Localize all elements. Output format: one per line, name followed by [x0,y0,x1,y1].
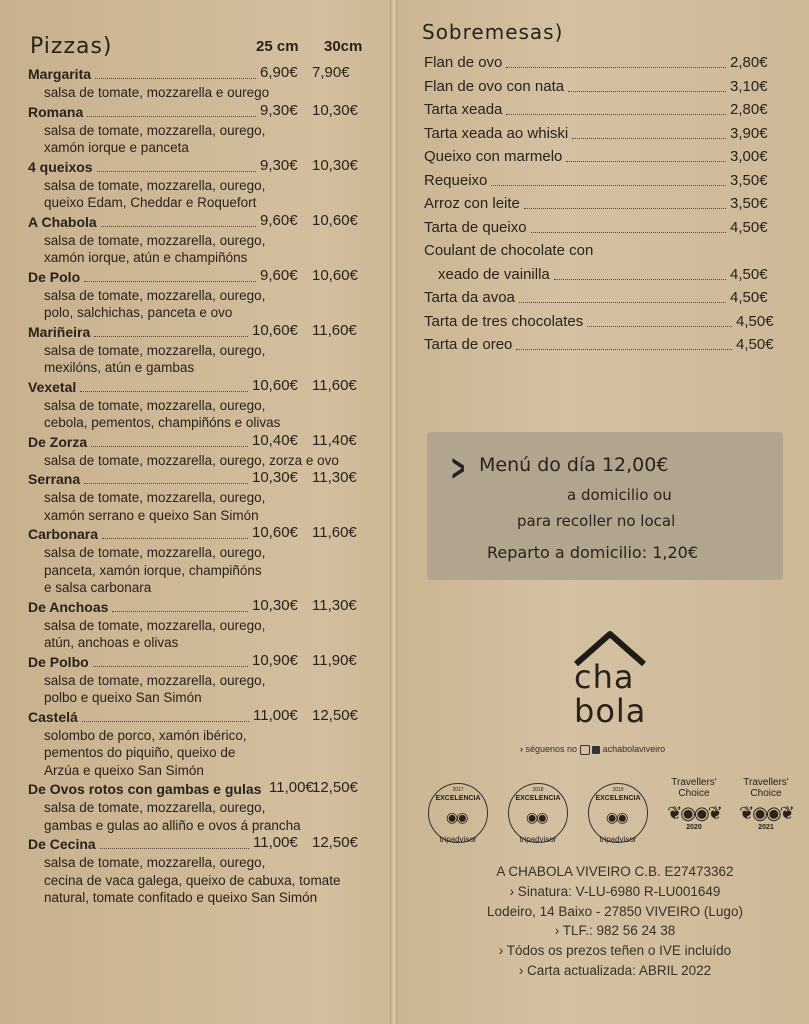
pizza-row [18,157,378,177]
chevron-right-icon: › [520,744,523,754]
badge-label: EXCELENCIA [515,795,561,802]
delivery-fee: Reparto a domicilio: 1,20€ [487,543,698,562]
dessert-name: Tarta de queixo [424,218,527,236]
ingredient-line: polo, salchichas, panceta e ovo [44,305,233,320]
leader-dots [506,67,726,68]
dessert-name: Tarta de tres chocolates [424,312,584,330]
ingredient-line: salsa de tomate, mozzarella, ourego, [44,122,266,138]
ingredient-line: natural, tomate confitado e queixo San Simón [44,890,318,905]
pizzas-header [18,30,378,64]
pizza-ingredients [18,727,378,780]
dessert-price: 4,50€ [730,218,768,236]
leader-dots [519,302,726,303]
price-25cm: 10,60€ [252,321,298,339]
laurel-owl-icon: ❦◉◉❦ [667,803,721,823]
dessert-name: xeado de vainilla [438,265,550,283]
badge-brand: tripadvisor [519,835,557,844]
pizza-name: 4 queixos [28,158,93,175]
travellers-choice-label: Travellers' Choice [671,777,717,799]
leader-dots [94,336,248,337]
dessert-name: Arroz con leite [424,195,520,212]
price-25cm: 10,60€ [252,524,298,541]
menu-of-day-box [427,432,783,580]
price-25cm: 10,30€ [252,469,298,486]
excellence-badge-2017 [428,783,490,849]
pizza-ingredients [18,177,378,212]
pizza-ingredients [18,232,378,267]
price-25cm: 9,30€ [260,156,298,174]
travellers-choice-label: Travellers' Choice [743,777,789,799]
dessert-name: Tarta da avoa [424,289,515,306]
dessert-row [418,54,788,78]
pizzas-title: Pizzas) [30,34,113,59]
pizza-name: De Polbo [28,653,89,670]
dessert-price: 4,50€ [730,289,768,306]
ingredient-line: xamón iorque, atún e champiñóns [44,250,248,265]
price-30cm: 10,60€ [312,266,358,284]
price-25cm: 6,90€ [260,64,298,81]
leader-dots [531,232,726,233]
menu-of-day-delivery: a domicilio ou [567,486,672,504]
pizza-ingredients [18,342,378,377]
pizza-ingredients [18,854,378,907]
menu-of-day-pickup: para recoller no local [517,512,676,530]
leader-dots [84,281,256,282]
badge-year: 2019 [612,787,624,793]
tripadvisor-owl-icon: ◉◉ [606,809,627,825]
pizza-row [18,469,378,489]
registration: › Sinatura: V-LU-6980 R-LU001649 [509,883,721,899]
ingredient-line: xamón serrano e queixo San Simón [44,507,259,523]
excellence-badge-2019 [588,783,650,849]
dessert-name: Tarta xeada [424,101,503,118]
dessert-price: 3,50€ [730,195,768,212]
ingredient-line: xamón iorque e panceta [44,140,189,155]
pizza-name: De Zorza [28,433,88,450]
leader-dots [572,138,726,139]
pizza-ingredients [18,672,378,707]
pizza-list [18,64,378,907]
price-30cm: 11,30€ [312,596,357,614]
dessert-price: 3,90€ [730,124,768,142]
ingredient-line: cebola, pementos, champiñóns e olivas [44,415,281,430]
badge-brand: tripadvisor [439,835,477,844]
leader-dots [491,185,726,186]
price-25cm: 10,60€ [252,376,298,394]
phone: › TLF.: 982 56 24 38 [554,923,676,939]
ingredient-line: cecina de vaca galega, queixo de cabuxa, tomate [44,872,341,888]
pizza-ingredients [18,489,378,524]
dessert-row [418,148,788,172]
ingredient-line: salsa de tomate, mozzarella e ourego [44,85,270,100]
ingredient-line: salsa de tomate, mozzarella, ourego, [44,800,266,815]
price-30cm: 11,30€ [312,469,357,486]
menu-of-day-title: Menú do día 12,00€ [479,454,669,476]
leader-dots [587,326,732,327]
dessert-name: Tarta xeada ao whiski [424,124,569,142]
pizza-name: De Ovos rotos con gambas e gulas [28,781,262,797]
dessert-price: 2,80€ [730,54,768,71]
dessert-price: 4,50€ [736,312,774,330]
pizza-row [18,652,378,672]
pizza-ingredients [18,799,378,834]
ingredient-line: salsa de tomate, mozzarella, ourego, zorza e ovo [44,452,339,468]
pizza-ingredients [18,84,378,102]
paper-fold [390,0,398,1024]
price-30cm: 11,60€ [312,376,357,394]
leader-dots [97,171,256,172]
logo-word-2: bola [574,692,647,730]
dessert-row [418,336,788,360]
price-30cm: 12,50€ [312,706,358,724]
pizza-row [18,834,378,854]
price-30cm: 11,60€ [312,321,357,339]
price-30cm: 12,50€ [312,779,358,796]
pizza-row [18,597,378,617]
desserts-title: Sobremesas) [422,20,564,44]
pizza-name: Serrana [28,471,81,487]
price-25cm: 11,00€ [269,779,314,796]
ingredient-line: salsa de tomate, mozzarella, ourego, [44,287,266,303]
dessert-name: Queixo con marmelo [424,148,563,165]
ingredient-line: panceta, xamón iorque, champiñóns [44,562,262,578]
dessert-price: 4,50€ [730,265,768,283]
ingredient-line: salsa de tomate, mozzarella, ourego, [44,490,266,505]
price-30cm: 11,90€ [312,651,357,669]
tripadvisor-owl-icon: ◉◉ [446,809,467,825]
dessert-name: Requeixo [424,171,488,189]
pizzas-section [18,30,378,907]
dessert-name: Flan de ovo con nata [424,77,565,95]
travellers-choice-year: 2020 [686,824,702,831]
badge-label: EXCELENCIA [435,795,481,802]
pizza-ingredients [18,544,378,597]
social-text: séguenos no [525,744,578,754]
price-30cm: 10,30€ [312,101,358,119]
pizza-ingredients [18,122,378,157]
ingredient-line: salsa de tomate, mozzarella, ourego, [44,177,266,193]
dessert-row [418,266,788,290]
leader-dots [91,446,248,447]
social-handle: achabolaviveiro [602,744,666,754]
dessert-row [418,219,788,243]
pizza-row [18,377,378,397]
price-30cm: 11,60€ [312,524,357,541]
size-30-label: 30cm [324,38,363,55]
leader-dots [93,666,248,667]
dessert-row [418,125,788,149]
leader-dots [554,279,726,280]
pizza-name: De Anchoas [28,598,109,615]
facebook-icon [592,746,600,754]
ingredient-line: salsa de tomate, mozzarella, ourego, [44,342,266,358]
chevron-right-icon: > [451,448,465,490]
size-25-label: 25 cm [256,38,299,55]
tax-note: › Tódos os prezos teñen o IVE incluído [498,943,732,959]
leader-dots [82,721,249,722]
leader-dots [506,114,726,115]
pizza-name: Vexetal [28,378,77,395]
price-25cm: 9,60€ [260,211,298,229]
pizza-name: Carbonara [28,526,99,542]
leader-dots [102,538,248,539]
pizza-name: De Polo [28,268,81,285]
price-25cm: 9,60€ [260,266,298,284]
dessert-row [418,78,788,102]
pizza-name: Mariñeira [28,323,91,340]
dessert-row [418,172,788,196]
ingredient-line: salsa de tomate, mozzarella, ourego, [44,672,266,688]
company-name: A CHABOLA VIVEIRO C.B. E27473362 [496,864,734,879]
price-30cm: 7,90€ [312,64,350,81]
leader-dots [101,226,256,227]
leader-dots [95,78,256,79]
ingredient-line: e salsa carbonara [44,580,152,595]
price-25cm: 11,00€ [253,706,298,724]
price-30cm: 10,60€ [312,211,358,229]
address: Lodeiro, 14 Baixo - 27850 VIVEIRO (Lugo) [487,903,743,919]
dessert-price: 2,80€ [730,101,768,118]
leader-dots [100,848,249,849]
pizza-row [18,432,378,452]
dessert-row [418,101,788,125]
ingredient-line: salsa de tomate, mozzarella, ourego, [44,397,266,413]
badge-brand: tripadvisor [599,835,637,844]
travellers-choice-year: 2021 [758,824,774,831]
pizza-row [18,212,378,232]
ingredient-line: mexilóns, atún e gambas [44,360,195,375]
dessert-name: Flan de ovo [424,54,503,71]
travellers-choice-2021 [732,777,800,847]
dessert-price: 3,00€ [730,148,768,165]
dessert-row [418,313,788,337]
chabola-logo [570,628,650,732]
ingredient-line: gambas e gulas ao alliño e ovos á prancha [44,817,301,833]
pizza-name: Romana [28,103,84,120]
tripadvisor-owl-icon: ◉◉ [526,809,547,825]
dessert-name: Coulant de chocolate con [424,242,594,259]
price-25cm: 11,00€ [253,834,298,851]
dessert-name: Tarta de oreo [424,336,513,353]
updated-note: › Carta actualizada: ABRIL 2022 [518,962,712,978]
price-30cm: 11,40€ [312,431,357,449]
ingredient-line: polbo e queixo San Simón [44,690,202,705]
ingredient-line: salsa de tomate, mozzarella, ourego, [44,855,266,870]
leader-dots [566,161,726,162]
pizza-ingredients [18,287,378,322]
ingredient-line: atún, anchoas e olivas [44,635,179,650]
ingredient-line: solombo de porco, xamón ibérico, [44,727,247,743]
laurel-owl-icon: ❦◉◉❦ [739,803,793,823]
leader-dots [524,208,726,209]
price-25cm: 10,40€ [252,431,298,449]
pizza-row [18,524,378,544]
business-info [440,862,790,981]
pizza-row [18,102,378,122]
price-25cm: 9,30€ [260,101,298,119]
instagram-icon [580,745,590,755]
travellers-choice-2020 [660,777,728,847]
pizza-name: Castelá [28,708,78,725]
ingredient-line: salsa de tomate, mozzarella, ourego, [44,545,266,560]
dessert-list [418,54,788,360]
ingredient-line: pementos do piquiño, queixo de [44,745,236,760]
pizza-row [18,322,378,342]
leader-dots [112,611,248,612]
logo-word-1: cha [574,658,635,696]
desserts-section [418,20,788,360]
dessert-price: 3,50€ [730,171,768,189]
dessert-row [418,289,788,313]
price-25cm: 10,90€ [252,651,298,669]
pizza-name: Margarita [28,66,92,82]
ingredient-line: Arzúa e queixo San Simón [44,762,204,778]
badge-year: 2018 [532,787,544,793]
dessert-row [418,195,788,219]
pizza-row [18,707,378,727]
pizza-row [18,267,378,287]
ingredient-line: salsa de tomate, mozzarella, ourego, [44,617,266,633]
price-30cm: 10,30€ [312,156,358,174]
badge-label: EXCELENCIA [595,795,641,802]
dessert-row [418,242,788,266]
ingredient-line: queixo Edam, Cheddar e Roquefort [44,195,257,210]
social-line [520,744,665,755]
leader-dots [516,349,732,350]
excellence-badge-2018 [508,783,570,849]
pizza-name: A Chabola [28,213,97,230]
dessert-price: 4,50€ [736,336,774,353]
leader-dots [568,91,726,92]
badge-year: 2017 [452,787,464,793]
leader-dots [87,116,256,117]
price-30cm: 12,50€ [312,834,358,851]
pizza-ingredients [18,452,378,470]
leader-dots [80,391,248,392]
pizza-ingredients [18,617,378,652]
pizza-row [18,64,378,84]
leader-dots [84,483,248,484]
price-25cm: 10,30€ [252,596,298,614]
ingredient-line: salsa de tomate, mozzarella, ourego, [44,232,266,248]
pizza-name: De Cecina [28,836,96,852]
dessert-price: 3,10€ [730,77,768,95]
pizza-ingredients [18,397,378,432]
pizza-row [18,779,378,799]
